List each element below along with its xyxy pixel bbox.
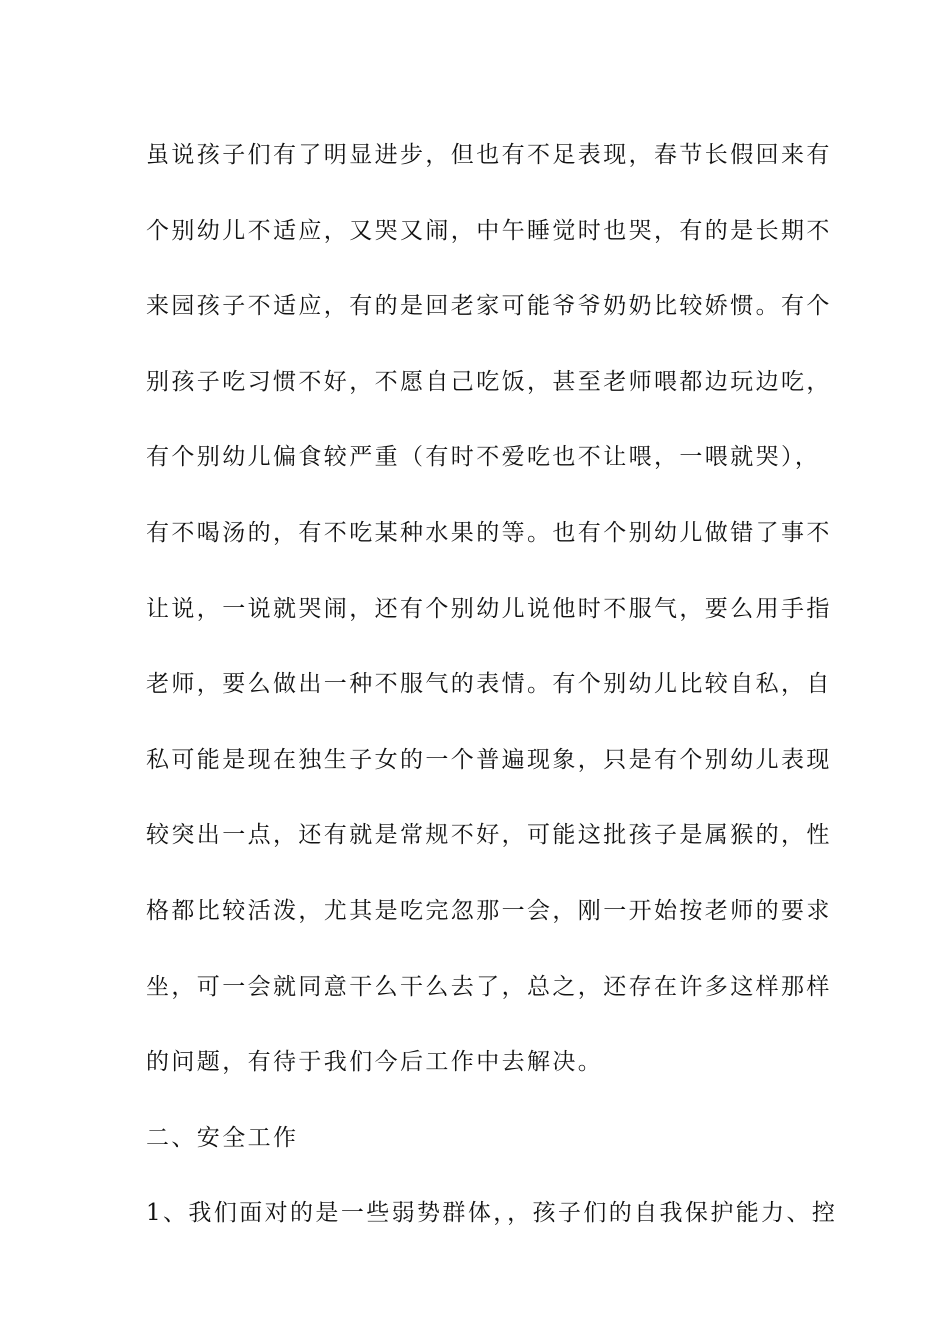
body-text xyxy=(146,132,838,1266)
text-line: 虽说孩子们有了明显进步，但也有不足表现，春节长假回来有 xyxy=(146,142,832,168)
list-item-text: 1、我们面对的是一些弱势群体，，孩子们的自我保护能力、控 xyxy=(146,1200,838,1227)
text-line: 较突出一点，还有就是常规不好，可能这批孩子是属猴的，性 xyxy=(146,822,832,849)
text-line: 别孩子吃习惯不好，不愿自己吃饭，甚至老师喂都边玩边吃， xyxy=(146,368,832,395)
text-line: 坐，可一会就同意干么干么去了，总之，还存在许多这样那样 xyxy=(146,973,832,1000)
section-heading: 二、安全工作 xyxy=(146,1124,299,1151)
text-line: 有不喝汤的，有不吃某种水果的等。也有个别幼儿做错了事不 xyxy=(146,519,832,546)
text-line: 格都比较活泼，尤其是吃完忽那一会，刚一开始按老师的要求 xyxy=(146,897,832,924)
text-line: 个别幼儿不适应，又哭又闹，中午睡觉时也哭，有的是长期不 xyxy=(146,217,832,244)
text-line-paragraph-end: 的问题，有待于我们今后工作中去解决。 xyxy=(146,1049,604,1076)
text-line: 老师，要么做出一种不服气的表情。有个别幼儿比较自私，自 xyxy=(146,671,832,698)
text-line: 私可能是现在独生子女的一个普遍现象，只是有个别幼儿表现 xyxy=(146,746,832,773)
text-line: 有个别幼儿偏食较严重（有时不爱吃也不让喂，一喂就哭）， xyxy=(146,444,821,471)
text-line: 来园孩子不适应，有的是回老家可能爷爷奶奶比较娇惯。有个 xyxy=(146,293,832,320)
text-line: 让说，一说就哭闹，还有个别幼儿说他时不服气，要么用手指 xyxy=(146,595,832,622)
